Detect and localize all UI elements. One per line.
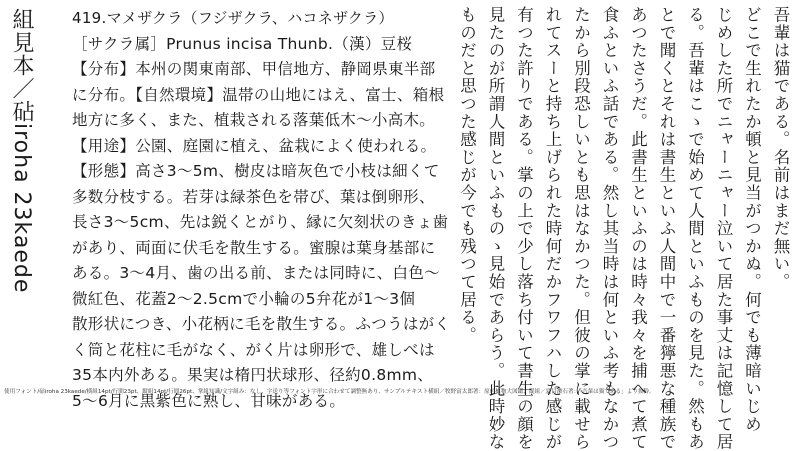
- specimen-footnote: 使用フォント/砧iroha 23kaede/横組14pt/行間23pt、縦組14pt/行間26pt、掌組知識/文字組み：なし、字送り等フォント字形に合わせて調整無あり、サンプルテキスト横組／牧野富太郎著：原色植物大図鑑、縦組／夏目漱石著：「吾輩は猫である」より抜粋。: [4, 389, 655, 395]
- text-line: ある。3～4月、歯の出る前、または同時に、白色～: [72, 264, 440, 282]
- text-line: く筒と花柱に毛がなく、がく片は卵形で、雄しべは: [72, 340, 435, 359]
- text-line: 【形態】高さ3～5m、樹皮は暗灰色で小枝は細くて: [72, 162, 440, 180]
- text-column: あつたさうだ。此書生といふのは時々我々を捕へて煮て: [628, 6, 648, 451]
- text-line: 【用途】公園、庭園に植え、盆栽によく使われる。: [72, 136, 437, 155]
- text-column: 有つた許りである。掌の上で少し落ち付いて書生の顔を: [514, 6, 534, 451]
- text-line: に分布。【自然環境】温帯の山地にはえ、富士、箱根: [72, 85, 445, 104]
- text-column: とで聞くとそれは書生といふ人間中で一番獰悪な種族で: [657, 6, 676, 451]
- text-line: 微紅色、花蓋2～2.5cmで小輪の5弁花が1～3個: [72, 289, 416, 308]
- text-line: 長さ3～5cm、先は鋭くとがり、縁に欠刻状のきょ歯: [72, 213, 449, 231]
- text-column: る。吾輩はこゝで始めて人間といふものを見た。然もあ: [685, 6, 705, 451]
- text-column: たから別段恐しいとも思はなかつた。但彼の掌に載せら: [571, 6, 591, 451]
- text-column: どこで生れたか頓と見当がつかぬ。何でも薄暗いじめ: [742, 6, 762, 434]
- text-line: 5～6月に黒紫色に熟し、甘味がある。: [72, 391, 346, 410]
- text-line: 散形状につき、小花柄に毛を散生する。ふつうはがく: [72, 315, 451, 333]
- text-column: れてスーと持ち上げられた時何だかフワフハした感じが: [543, 6, 562, 451]
- text-line: 【分布】本州の関東南部、甲信地方、静岡県東半部: [72, 60, 436, 78]
- text-column: 食ふといふ話である。然し其当時は何といふ考もなかつ: [600, 6, 619, 451]
- vertical-sample-text: [457, 6, 794, 451]
- text-column: 見たのが所謂人間といふものゝ見始であらう。此時妙な: [486, 6, 505, 451]
- text-line: 35本内外ある。果実は楕円状球形、径約0.8mm、: [72, 366, 434, 384]
- title-latin: iroha 23kaede: [9, 123, 34, 294]
- text-line: ［サクラ属］Prunus incisa Thunb.（漢）豆桜: [72, 34, 413, 53]
- text-line: があり、両面に伏毛を散生する。蜜腺は葉身基部に: [72, 238, 436, 257]
- horizontal-sample-text: [72, 6, 472, 414]
- text-line: 419.マメザクラ（フジザクラ、ハコネザクラ）: [72, 9, 394, 27]
- text-line: 多数分枝する。若芽は緑茶色を帯び、葉は倒卵形、: [72, 187, 435, 206]
- text-column: ものだと思つた感じが今でも残つて居る。: [457, 6, 477, 345]
- text-column: じめした所でニャーニャー泣いて居た事丈は記憶して居: [714, 6, 733, 451]
- font-specimen-title: [2, 8, 36, 338]
- title-japanese: 組見本／砧: [9, 8, 34, 123]
- text-line: 地方に多く、また、植栽される落葉低木～小高木。: [72, 111, 436, 129]
- text-column: 吾輩は猫である。名前はまだ無い。: [771, 6, 790, 291]
